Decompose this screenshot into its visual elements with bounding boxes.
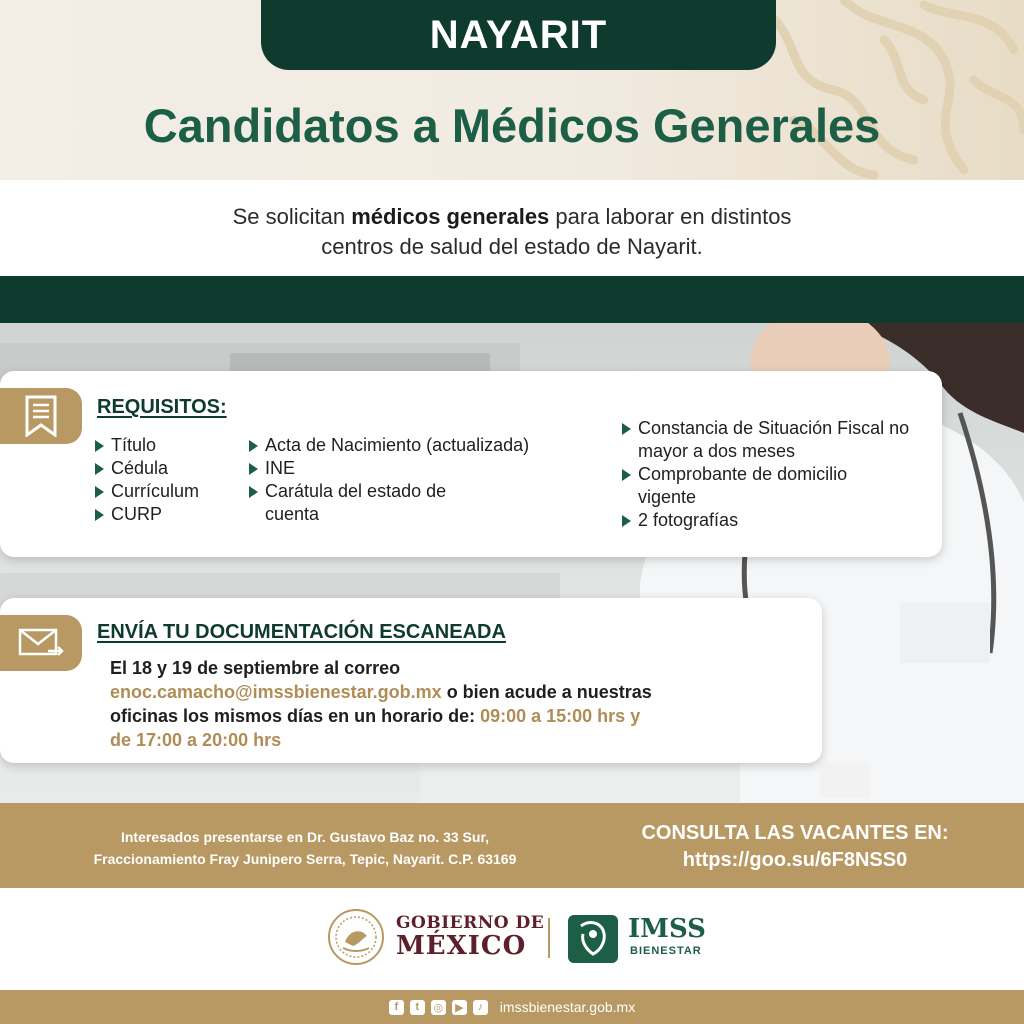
envelope-icon [18, 627, 64, 659]
send-line1: El 18 y 19 de septiembre al correo [110, 658, 401, 678]
hours-1: 09:00 a 15:00 hrs y [480, 706, 641, 726]
gob-line1: GOBIERNO DE [396, 913, 545, 933]
imss-line2: BIENESTAR [630, 945, 702, 957]
list-item: Comprobante de domicilio vigente [622, 463, 892, 509]
imss-logo-icon [567, 914, 619, 964]
email-link[interactable]: enoc.camacho@imssbienestar.gob.mx [110, 682, 442, 702]
address-line2: Fraccionamiento Fray Junipero Serra, Tepic, Nayarit. C.P. 63169 [93, 851, 517, 867]
intro-text [0, 180, 1024, 276]
requirements-list-3 [622, 417, 922, 532]
hours-2: de 17:00 a 20:00 hrs [110, 730, 282, 750]
send-mid2: oficinas los mismos días en un horario de: [110, 706, 481, 726]
gob-line2: MÉXICO [396, 931, 527, 961]
list-item: Cédula [95, 457, 245, 480]
bookmark-icon [24, 395, 58, 437]
vacancies-link[interactable]: https://goo.su/6F8NSS0 [682, 849, 908, 871]
gobierno-logo [396, 913, 544, 961]
vacancies-label: CONSULTA LAS VACANTES EN: [641, 822, 949, 844]
list-item: Carátula del estado de cuenta [249, 480, 469, 526]
youtube-icon[interactable]: ▶ [452, 1000, 467, 1015]
intro-suffix: para laborar en distintos [549, 204, 792, 229]
list-item: Título [95, 434, 245, 457]
list-item: Currículum [95, 480, 245, 503]
requirements-list-2 [249, 434, 599, 526]
envelope-icon-tab [0, 615, 82, 671]
website-link[interactable]: imssbienestar.gob.mx [499, 999, 636, 1015]
twitter-icon[interactable]: t [410, 1000, 425, 1015]
intro-prefix: Se solicitan [232, 204, 352, 229]
mexico-seal-icon [327, 908, 385, 966]
bottom-band [0, 990, 1024, 1024]
requirements-list-1 [95, 434, 245, 526]
state-banner: NAYARIT [261, 0, 776, 70]
send-mid1: o bien acude a nuestras [441, 682, 652, 702]
requirements-title: REQUISITOS: [97, 396, 227, 418]
logo-divider [548, 918, 550, 958]
vacancies-info [600, 820, 990, 874]
divider-band [0, 276, 1024, 323]
list-item: 2 fotografías [622, 509, 922, 532]
facebook-icon[interactable]: f [389, 1000, 404, 1015]
list-item: Acta de Nacimiento (actualizada) [249, 434, 599, 457]
header-area [0, 0, 1024, 180]
address [40, 826, 570, 870]
send-title: ENVÍA TU DOCUMENTACIÓN ESCANEADA [97, 621, 506, 643]
imss-line1: IMSS [628, 914, 706, 944]
list-item: INE [249, 457, 599, 480]
instagram-icon[interactable]: ◎ [431, 1000, 446, 1015]
intro-bold: médicos generales [351, 204, 550, 229]
send-details [110, 656, 810, 752]
intro-line2: centros de salud del estado de Nayarit. [321, 234, 703, 259]
tiktok-icon[interactable]: ♪ [473, 1000, 488, 1015]
address-line1: Interesados presentarse en Dr. Gustavo Baz no. 33 Sur, [120, 829, 490, 845]
page-title: Candidatos a Médicos Generales [143, 99, 881, 152]
bookmark-icon-tab [0, 388, 82, 444]
list-item: CURP [95, 503, 245, 526]
list-item: Constancia de Situación Fiscal no mayor a dos meses [622, 417, 922, 463]
